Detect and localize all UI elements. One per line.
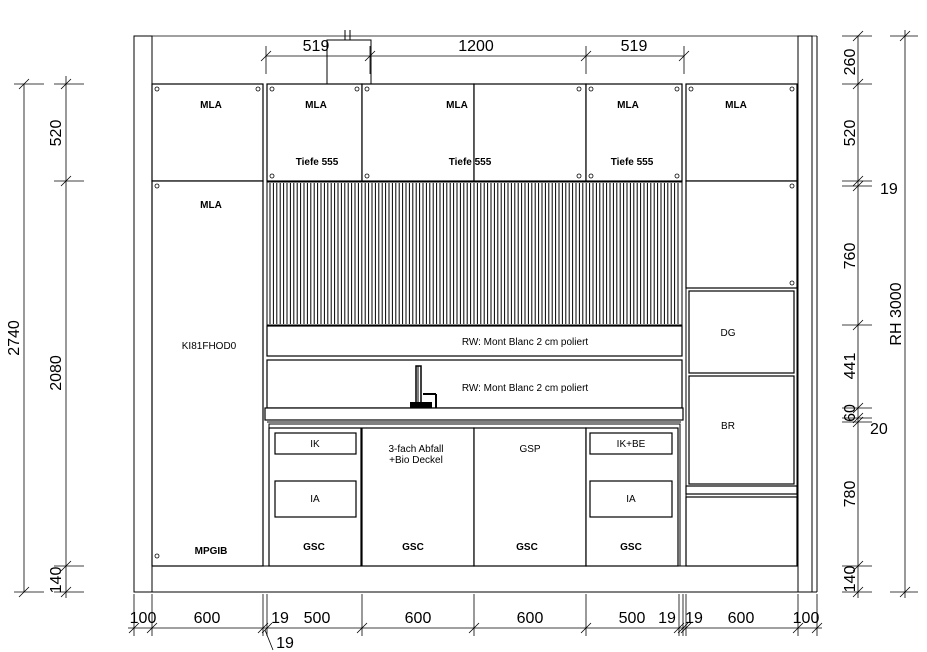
dim-left-middle: 2080: [48, 355, 65, 391]
dim-left-total: 2740: [6, 320, 23, 356]
dim-left-plinth: 140: [48, 566, 65, 594]
dim-left-upper: 520: [48, 119, 65, 147]
label-rw-2: RW: Mont Blanc 2 cm poliert: [461, 383, 589, 394]
label-hood: KI81FHOD0: [181, 341, 237, 352]
dim-bottom-2: 19: [271, 610, 289, 627]
label-gsc-1: GSC: [303, 542, 325, 553]
label-mpgib: MPGIB: [194, 546, 228, 557]
right-dimension-chains: [842, 30, 918, 598]
slat-lines: [270, 183, 678, 324]
lower-cabinet-right: [686, 497, 797, 566]
dim-top-middle: 1200: [458, 38, 494, 55]
dim-bottom-1: 600: [193, 610, 221, 627]
label-ik: IK: [310, 439, 320, 450]
label-ikbe: IK+BE: [616, 439, 646, 450]
appliance-dg: [689, 291, 794, 373]
label-abfall-2: +Bio Deckel: [389, 455, 443, 466]
dim-top-left: 519: [302, 38, 330, 55]
dim-right-441: 441: [842, 352, 859, 380]
label-tiefe-1: Tiefe 555: [295, 157, 339, 168]
left-wall: [134, 36, 152, 592]
countertop: [265, 408, 683, 420]
dim-bottom-4: 600: [404, 610, 432, 627]
label-br: BR: [721, 421, 735, 432]
label-rw-1: RW: Mont Blanc 2 cm poliert: [461, 337, 589, 348]
dim-bottom-5: 600: [516, 610, 544, 627]
dim-right-60: 60: [842, 404, 859, 422]
label-mla-3: MLA: [446, 100, 468, 111]
right-wall: [798, 36, 812, 592]
dim-right-top: 260: [842, 48, 859, 76]
exhaust-duct: [327, 40, 371, 84]
label-mla-2: MLA: [305, 100, 327, 111]
label-tiefe-3: Tiefe 555: [610, 157, 654, 168]
dim-bottom-0: 100: [129, 610, 157, 627]
dim-right-lower: 780: [842, 480, 859, 508]
dim-bottom-10: 100: [792, 610, 820, 627]
upper-cabinet-left: [152, 84, 263, 181]
dim-room-height: RH 3000: [888, 282, 905, 346]
dim-right-upper: 520: [842, 119, 859, 147]
dim-top-right: 519: [620, 38, 648, 55]
label-tiefe-2: Tiefe 555: [448, 157, 492, 168]
label-abfall-1: 3-fach Abfall: [388, 444, 444, 455]
appliance-br: [689, 376, 794, 484]
label-gsc-3: GSC: [516, 542, 538, 553]
upper-cabinet-right: [686, 84, 797, 181]
dim-bottom-8: 19: [685, 610, 703, 627]
tall-cabinet-right-top: [686, 181, 797, 288]
dim-bottom-6: 500: [618, 610, 646, 627]
tall-cabinet-left: [152, 181, 263, 566]
bottom-dimension-chain: [128, 594, 822, 650]
label-ia-2: IA: [626, 494, 636, 505]
dim-right-gap: 19: [880, 181, 898, 198]
left-dimension-chains: [14, 76, 84, 598]
dim-right-tall: 760: [842, 242, 859, 270]
label-dg: DG: [720, 328, 736, 339]
appliance-trim: [686, 486, 797, 494]
label-gsp: GSP: [519, 444, 541, 455]
dim-right-plinth: 140: [842, 565, 859, 593]
label-mla-1: MLA: [200, 100, 222, 111]
label-ia-1: IA: [310, 494, 320, 505]
label-gsc-4: GSC: [620, 542, 642, 553]
label-gsc-2: GSC: [402, 542, 424, 553]
label-mla-6: MLA: [200, 200, 222, 211]
dim-bottom-3: 500: [303, 610, 331, 627]
dim-right-20: 20: [870, 421, 888, 438]
dim-bottom-9: 600: [727, 610, 755, 627]
dim-bottom-extra: 19: [276, 635, 294, 652]
label-mla-4: MLA: [617, 100, 639, 111]
dim-bottom-7: 19: [658, 610, 676, 627]
label-mla-5: MLA: [725, 100, 747, 111]
